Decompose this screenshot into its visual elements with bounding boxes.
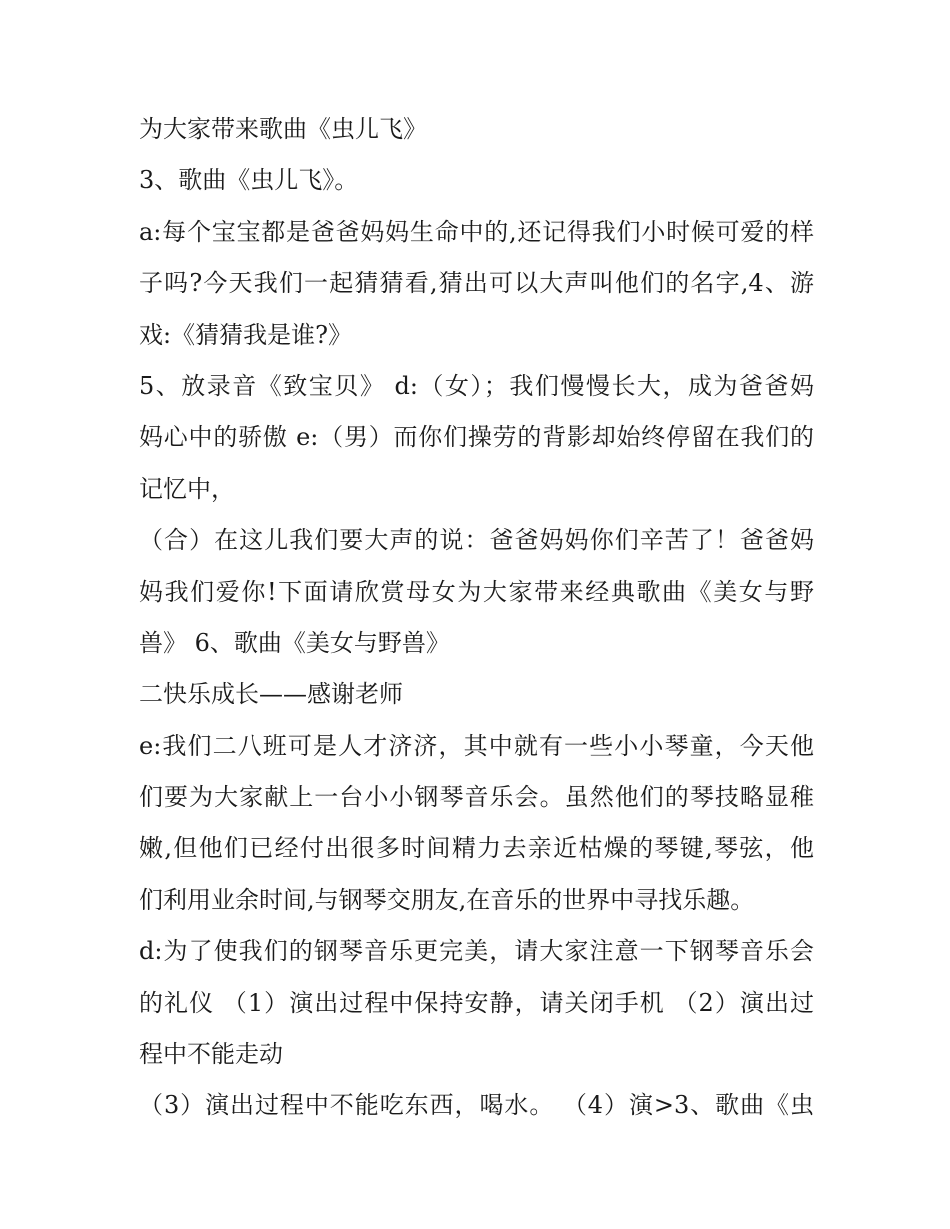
text-line: e:我们二八班可是人才济济，其中就有一些小小琴童，今天他 xyxy=(139,731,814,760)
text-line: 的礼仪 （1）演出过程中保持安静，请关闭手机 （2）演出过 xyxy=(139,988,814,1017)
text-line: （3）演出过程中不能吃东西，喝水。 （4）演>3、歌曲《虫 xyxy=(139,1091,814,1120)
text-line: 戏:《猜猜我是谁?》 xyxy=(139,320,352,349)
section-heading: 二快乐成长——感谢老师 xyxy=(139,680,403,709)
text-line: 子吗?今天我们一起猜猜看,猜出可以大声叫他们的名字,4、游 xyxy=(139,269,814,298)
text-line: 兽》 6、歌曲《美女与野兽》 xyxy=(139,628,450,657)
text-line: a:每个宝宝都是爸爸妈妈生命中的,还记得我们小时候可爱的样 xyxy=(139,217,814,246)
text-line: 们利用业余时间,与钢琴交朋友,在音乐的世界中寻找乐趣。 xyxy=(139,885,755,914)
text-line: 为大家带来歌曲《虫儿飞》 xyxy=(139,115,427,143)
text-line: 们要为大家献上一台小小钢琴音乐会。虽然他们的琴技略显稚 xyxy=(139,783,814,812)
text-line: （合）在这儿我们要大声的说：爸爸妈妈你们辛苦了！爸爸妈 xyxy=(139,526,814,555)
text-line: 妈心中的骄傲 e:（男）而你们操劳的背影却始终停留在我们的 xyxy=(139,423,814,452)
text-line: 程中不能走动 xyxy=(139,1040,283,1069)
text-line: 3、歌曲《虫儿飞》。 xyxy=(139,166,359,195)
text-line: 嫩,但他们已经付出很多时间精力去亲近枯燥的琴键,琴弦，他 xyxy=(139,834,814,863)
text-line: d:为了使我们的钢琴音乐更完美，请大家注意一下钢琴音乐会 xyxy=(139,937,814,966)
text-line: 记忆中， xyxy=(139,474,235,503)
text-line: 5、放录音《致宝贝》 d:（女）；我们慢慢长大，成为爸爸妈 xyxy=(139,371,814,400)
text-line: 妈我们爱你!下面请欣赏母女为大家带来经典歌曲《美女与野 xyxy=(139,577,814,606)
document-body xyxy=(139,104,814,1132)
